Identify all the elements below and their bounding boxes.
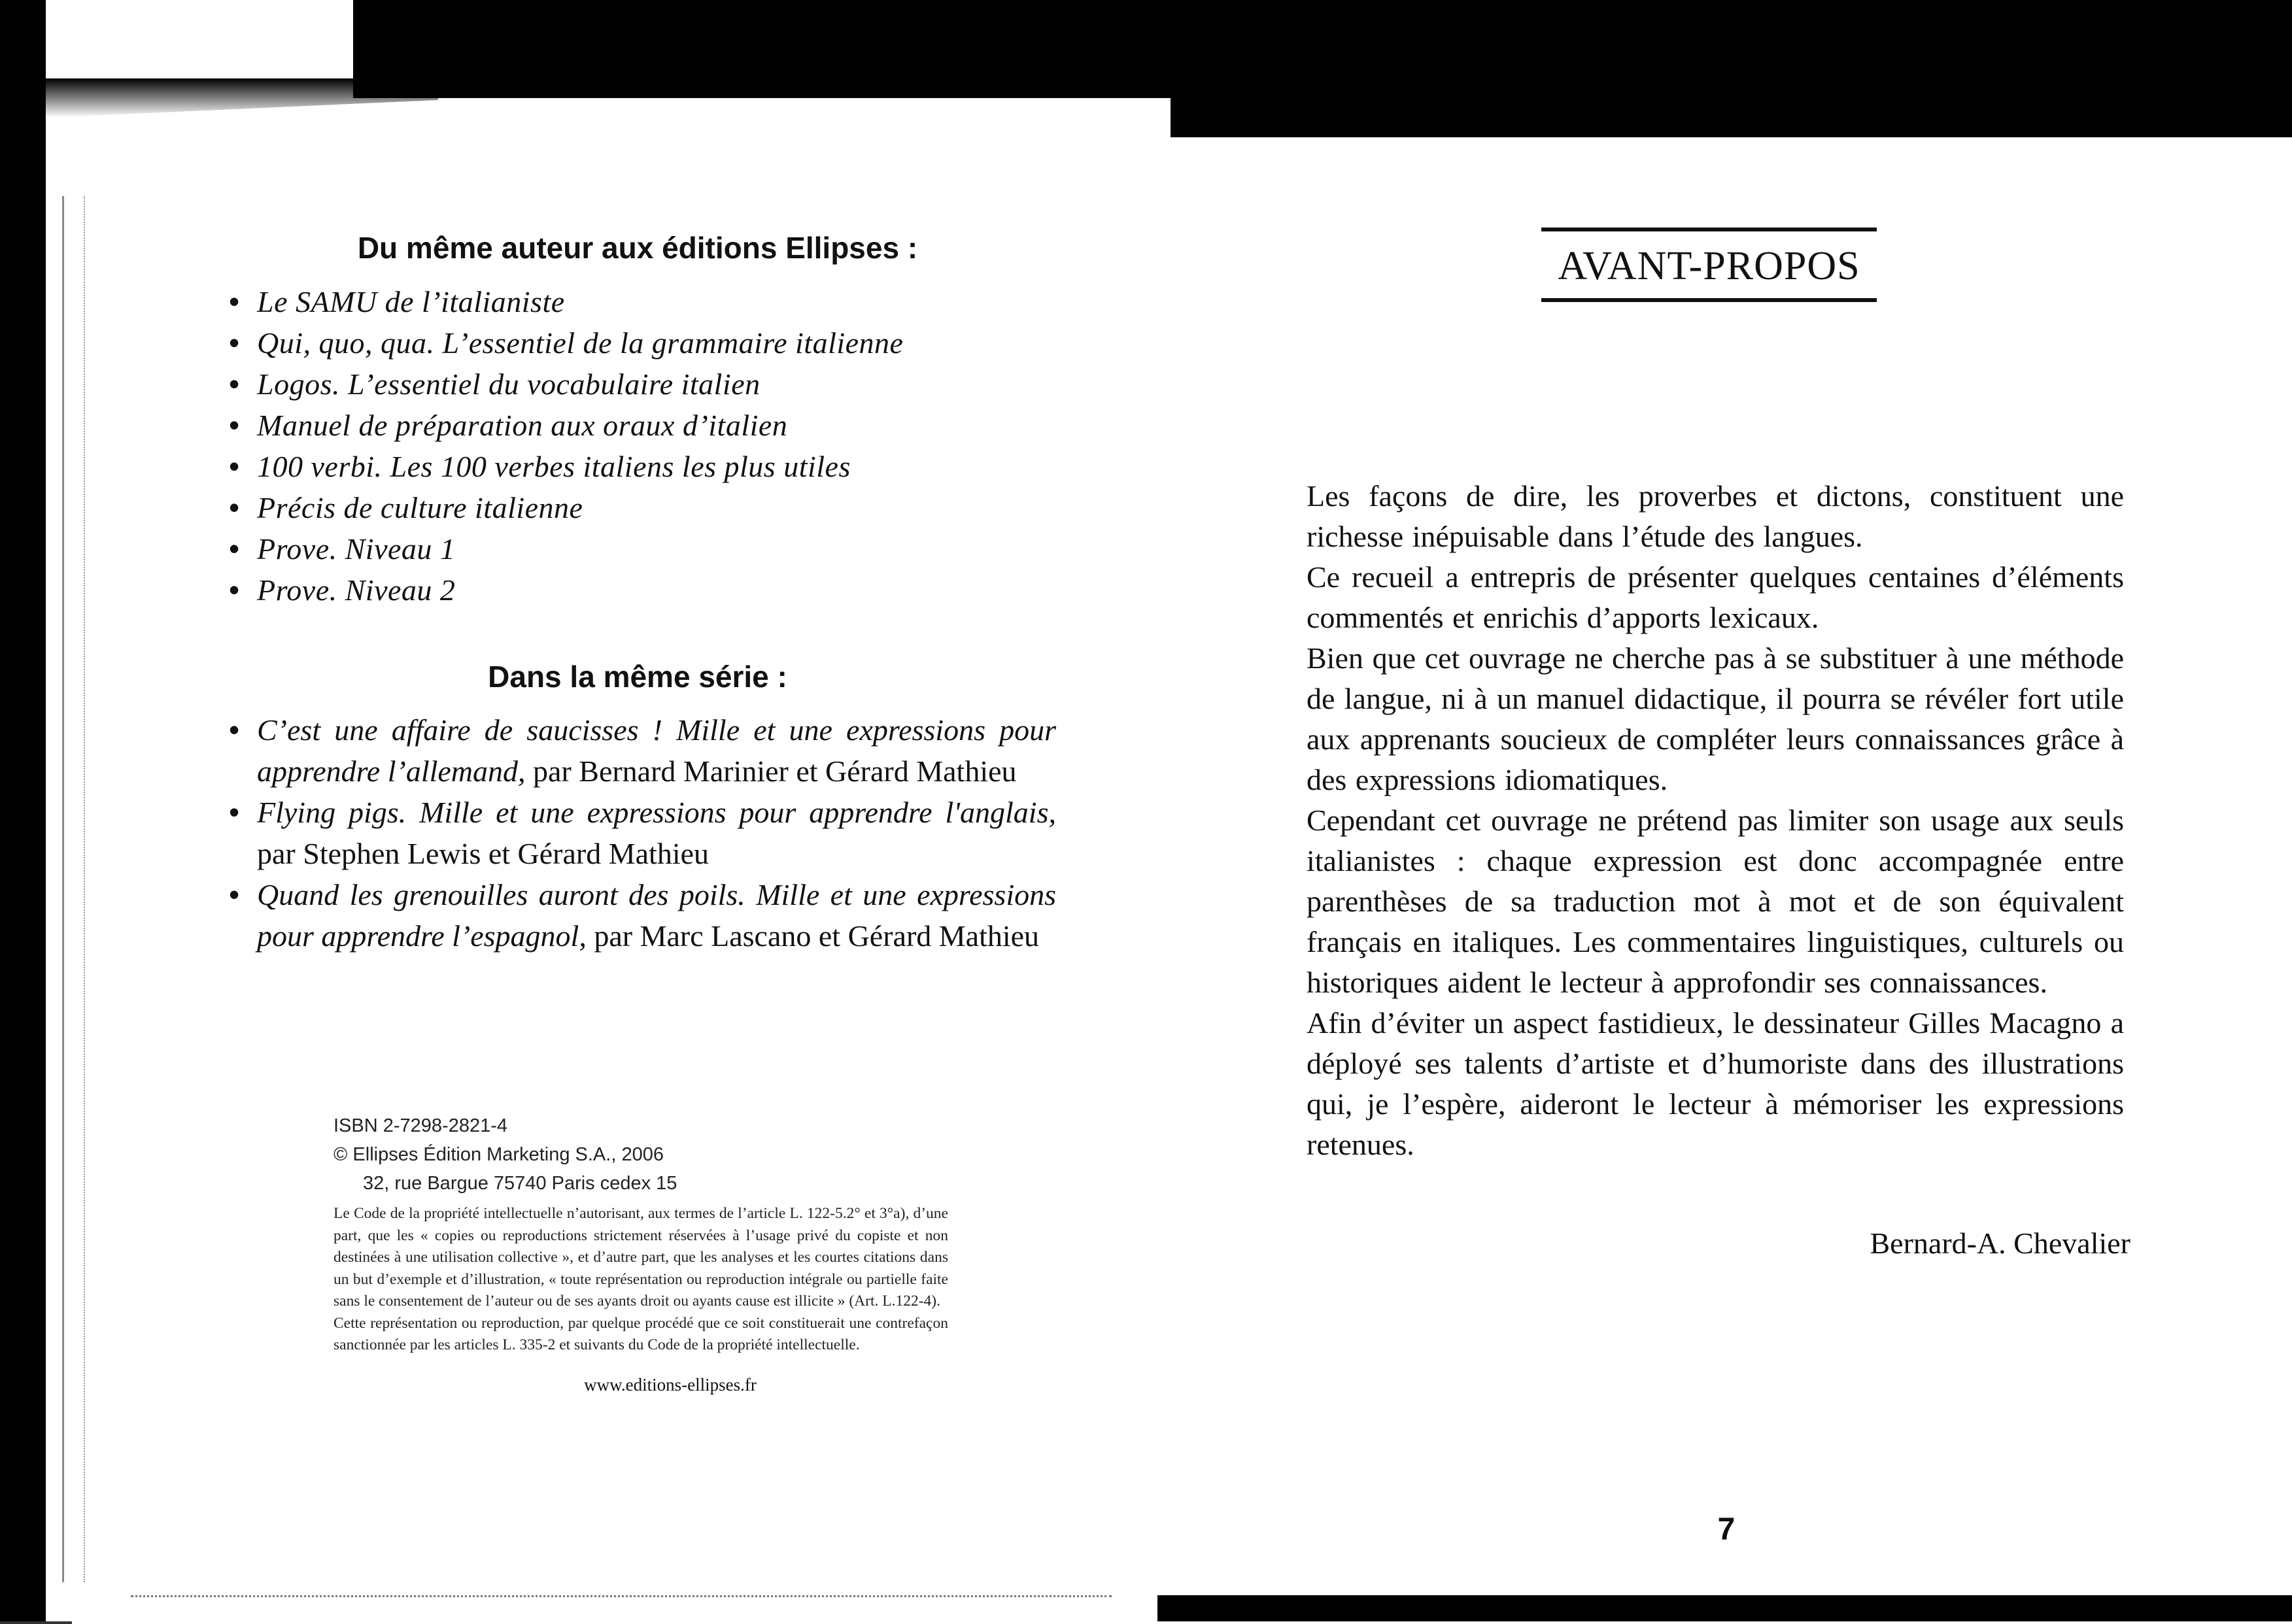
preface-paragraph: Ce recueil a entrepris de présenter quelques centaines d’éléments commentés et enrichis d’apports lexicaux. — [1307, 560, 2124, 634]
list-item: • Précis de culture italienne — [226, 487, 1050, 528]
scan-bottom-corner — [0, 1589, 72, 1624]
title-rule-top — [1541, 228, 1877, 231]
list-item — [226, 709, 1056, 792]
same-author-book-list — [226, 281, 1050, 611]
same-series-heading: Dans la même série : — [488, 660, 787, 694]
scan-bottom-right-shadow — [1157, 1595, 2292, 1621]
same-author-heading: Du même auteur aux éditions Ellipses : — [357, 231, 918, 265]
list-item: • Qui, quo, qua. L’essentiel de la grammaire italienne — [226, 322, 1050, 364]
preface-paragraph: Les façons de dire, les proverbes et dictons, constituent une richesse inépuisable dans l’étude des langues. — [1307, 479, 2124, 553]
preface-paragraph: Cependant cet ouvrage ne prétend pas limiter son usage aux seuls italianistes : chaque expression est donc accompagnée entre parenthèses de sa traduction mot à mot et de son équivalent français en italiques. Les commentaires linguistiques, culturels ou historiques aident le lecteur à approfondir ses connaissances. — [1307, 804, 2124, 999]
list-item — [226, 874, 1056, 956]
series-title: C’est une affaire de saucisses ! Mille et une expressions pour apprendre l’allemand, — [257, 713, 1056, 788]
series-authors: par Bernard Marinier et Gérard Mathieu — [525, 754, 1017, 788]
scan-top-gradient — [46, 78, 438, 118]
preface-text — [1307, 476, 2124, 1165]
list-item: • Prove. Niveau 2 — [226, 569, 1050, 611]
scan-top-shadow — [353, 0, 1171, 98]
title-rule-bottom — [1541, 298, 1877, 302]
publisher-website: www.editions-ellipses.fr — [584, 1374, 757, 1395]
copyright: © Ellipses Édition Marketing S.A., 2006 — [334, 1144, 664, 1165]
legal-notice: Cette représentation ou reproduction, par quelque procédé que ce soit constituerait une contrefaçon sanctionnée par les articles L. 335-2 et suivants du Code de la propriété intellectuelle. — [334, 1314, 948, 1353]
list-item — [226, 792, 1056, 874]
scan-top-right-shadow — [1171, 0, 2292, 137]
series-authors: par Marc Lascano et Gérard Mathieu — [586, 919, 1040, 953]
series-authors: par Stephen Lewis et Gérard Mathieu — [257, 837, 710, 870]
scan-bottom-dotted-line — [131, 1595, 1112, 1597]
series-title: Flying pigs. Mille et une expressions pour apprendre l'anglais, — [257, 796, 1056, 829]
series-title: Quand les grenouilles auront des poils. Mille et une expressions pour apprendre l’espagnol, — [257, 878, 1056, 953]
preface-paragraph: Afin d’éviter un aspect fastidieux, le dessinateur Gilles Macagno a déployé ses talents d’artiste et d’humoriste dans des illustrations qui, je l’espère, aideront le lecteur à mémoriser les expressions retenues. — [1307, 1006, 2124, 1161]
legal-notice: Le Code de la propriété intellectuelle n’autorisant, aux termes de l’article L. 122-5.2° et 3°a), d’une part, que les « copies ou reproductions strictement réservées à l’usage privé du copiste et non destinées à une utilisation collective », et d’autre part, que les analyses et les courtes citations dans un but d’exemple et d’illustration, « toute représentation ou reproduction intégrale ou partielle faite sans le consentement de l’auteur ou de ses ayants droit ou ayants cause est illicite » (Art. L.122-4). — [334, 1205, 948, 1310]
list-item: • 100 verbi. Les 100 verbes italiens les plus utiles — [226, 446, 1050, 487]
author-signature: Bernard-A. Chevalier — [1870, 1226, 2130, 1260]
publisher-address: 32, rue Bargue 75740 Paris cedex 15 — [363, 1173, 677, 1194]
legal-block — [334, 1111, 948, 1395]
list-item: • Logos. L’essentiel du vocabulaire italien — [226, 364, 1050, 405]
scan-binding-lines — [62, 196, 85, 1582]
scan-left-edge — [0, 0, 46, 1621]
isbn: ISBN 2-7298-2821-4 — [334, 1115, 507, 1136]
preface-paragraph: Bien que cet ouvrage ne cherche pas à se substituer à une méthode de langue, ni à un manuel didactique, il pourra se révéler fort utile aux apprenants soucieux de compléter leurs connaissances grâce à des expressions idiomatiques. — [1307, 641, 2124, 796]
list-item: • Le SAMU de l’italianiste — [226, 281, 1050, 322]
same-series-list — [226, 709, 1056, 956]
page-number: 7 — [1717, 1512, 1736, 1547]
list-item: • Prove. Niveau 1 — [226, 528, 1050, 569]
page-title: AVANT-PROPOS — [1558, 244, 1860, 288]
list-item: • Manuel de préparation aux oraux d’italien — [226, 405, 1050, 446]
